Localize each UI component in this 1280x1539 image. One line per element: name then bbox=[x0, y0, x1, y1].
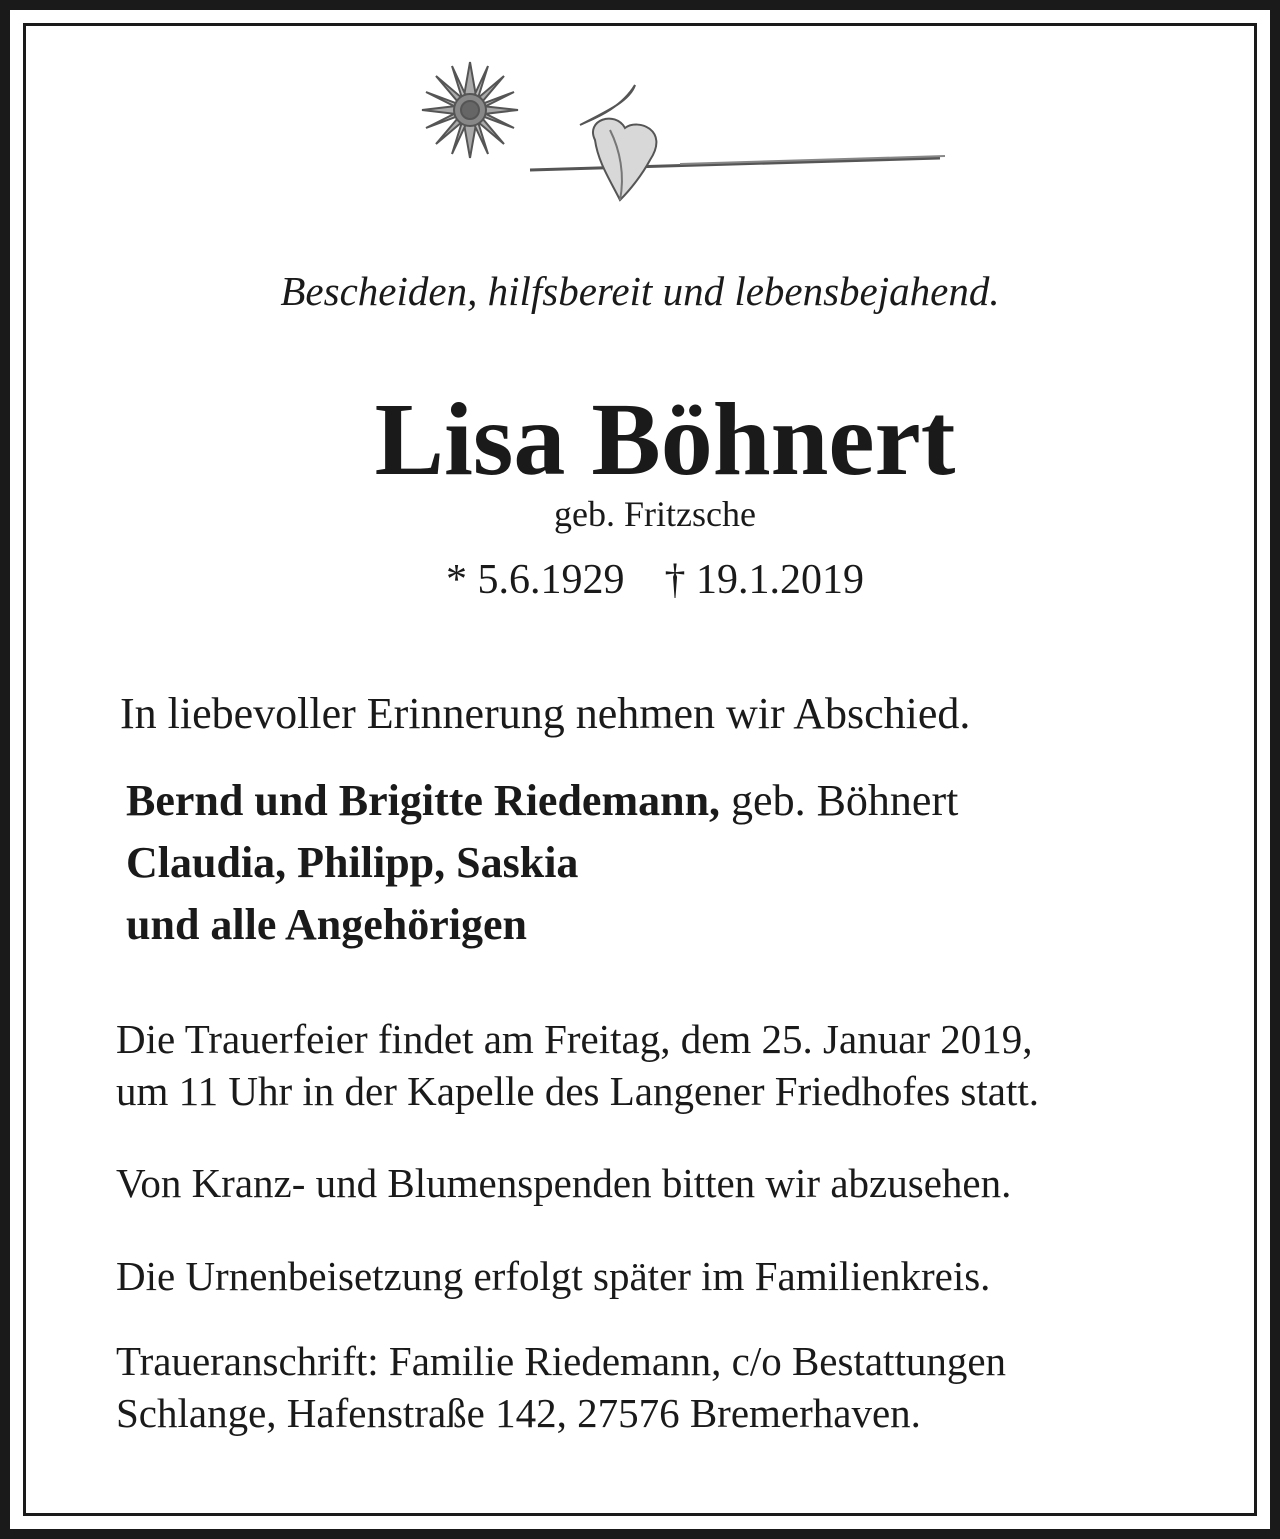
mourners-birth-name: geb. Böhnert bbox=[720, 776, 959, 825]
mourners-list bbox=[126, 770, 958, 956]
mourners-line-1 bbox=[126, 770, 958, 832]
farewell-text: In liebevoller Erinnerung nehmen wir Abschied. bbox=[120, 689, 971, 738]
ceremony-line-2: um 11 Uhr in der Kapelle des Langener Friedhofes statt. bbox=[116, 1068, 1039, 1114]
mourners-names-1: Bernd und Brigitte Riedemann, bbox=[126, 776, 721, 825]
mourners-line-3 bbox=[126, 894, 958, 956]
motto: Bescheiden, hilfsbereit und lebensbejahend. bbox=[280, 268, 1000, 314]
birth-name: geb. Fritzsche bbox=[554, 494, 756, 534]
urn-note: Die Urnenbeisetzung erfolgt später im Familienkreis. bbox=[116, 1253, 991, 1299]
address-line-1: Traueranschrift: Familie Riedemann, c/o Bestattungen bbox=[116, 1338, 1007, 1384]
deceased-name: Lisa Böhnert bbox=[374, 382, 956, 497]
sunflower-and-leaf-icon bbox=[380, 50, 960, 230]
address-line-2: Schlange, Hafenstraße 142, 27576 Bremerhaven. bbox=[116, 1390, 921, 1436]
mourners-line-2 bbox=[126, 832, 958, 894]
ceremony-line-1: Die Trauerfeier findet am Freitag, dem 25. Januar 2019, bbox=[116, 1016, 1033, 1062]
mourners-names-2: Claudia, Philipp, Saskia bbox=[126, 838, 579, 887]
death-date: † 19.1.2019 bbox=[664, 557, 864, 603]
ceremony-info bbox=[116, 1013, 1039, 1117]
mourners-names-3: und alle Angehörigen bbox=[126, 900, 527, 949]
birth-date: * 5.6.1929 bbox=[446, 557, 625, 603]
flowers-note: Von Kranz- und Blumenspenden bitten wir abzusehen. bbox=[116, 1160, 1012, 1206]
mourning-address bbox=[116, 1335, 1006, 1439]
life-dates bbox=[0, 552, 1280, 608]
